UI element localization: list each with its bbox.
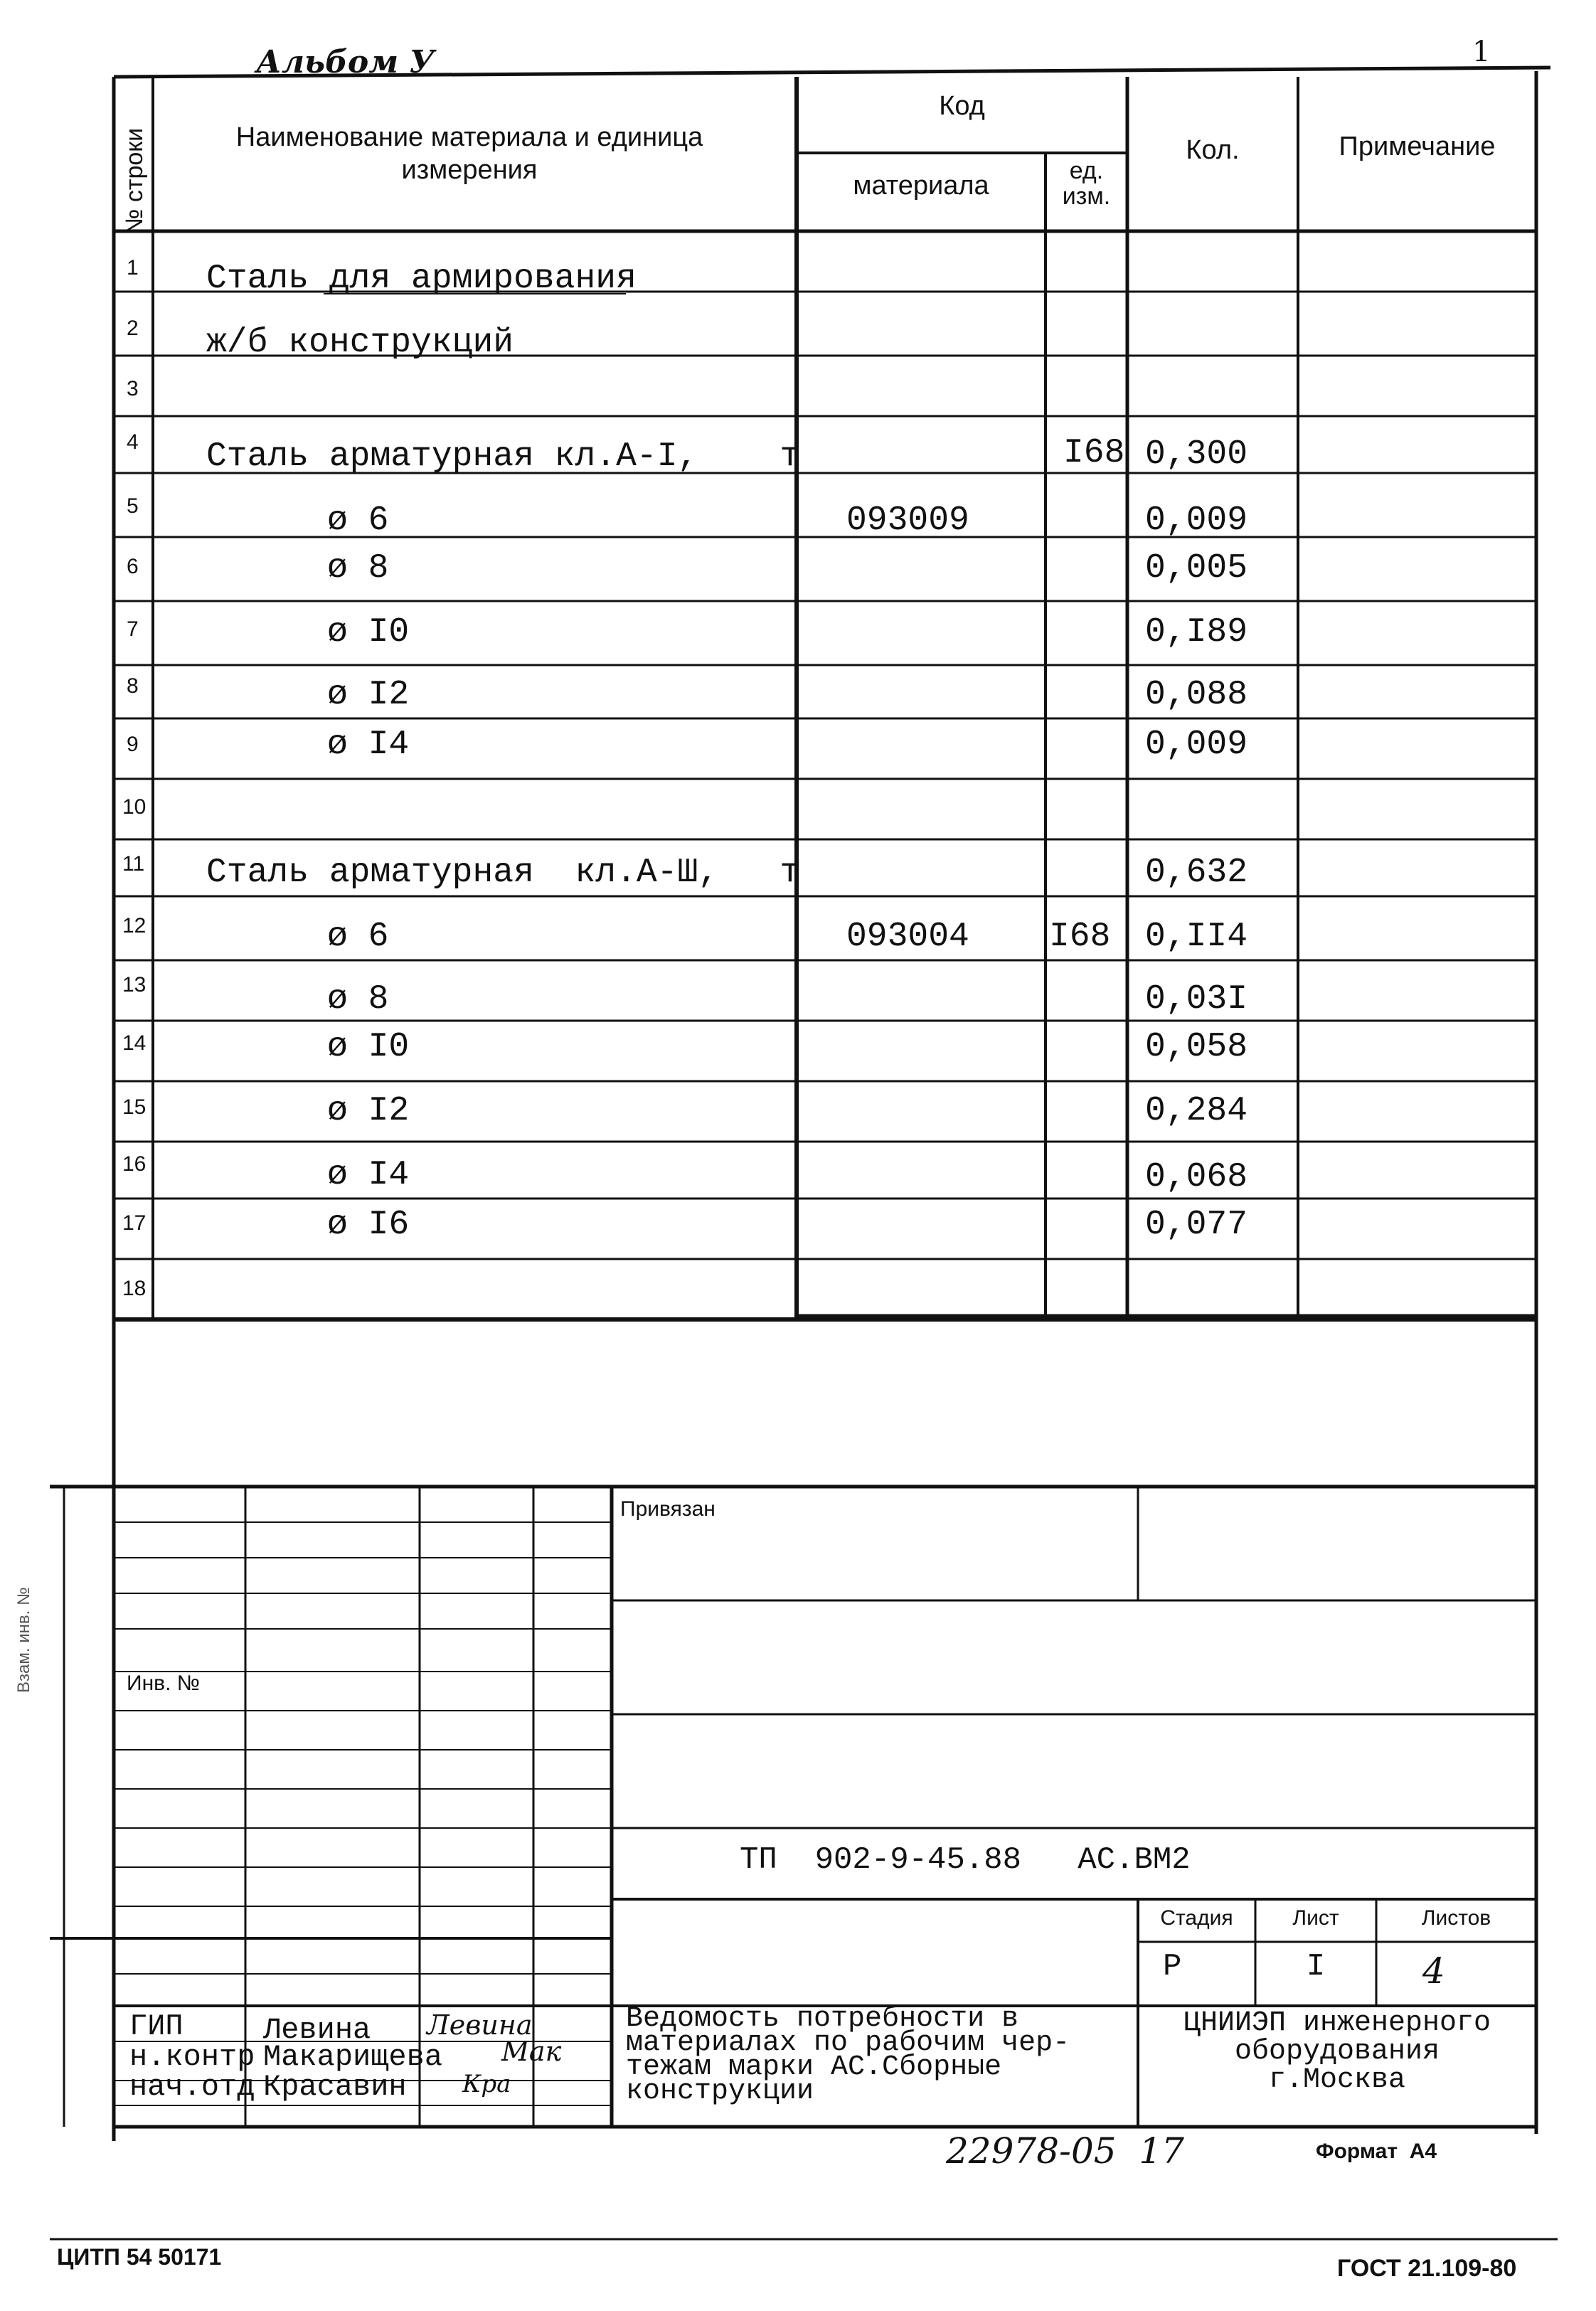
row-name: ж/б конструкций [206,324,514,362]
organization [1138,2009,1536,2095]
row-number: 7 [127,617,139,641]
row-number: 1 [127,256,139,280]
row-qty: 0,I89 [1145,613,1248,652]
row-number: 5 [127,494,139,518]
stage-label: Стадия [1160,1906,1233,1930]
signer-role: нач.отд [129,2070,255,2104]
row-number: 8 [127,674,139,698]
album-label: Альбом У [256,44,435,80]
signer-name: Макарищева [263,2040,443,2074]
row-name: Сталь для армирования [206,260,637,298]
row-qty: 0,068 [1145,1158,1248,1196]
row-name: ø I0 [327,1028,410,1066]
title-line: тежам марки АС.Сборные [626,2051,1002,2083]
row-name: ø 8 [327,549,389,588]
row-code: 093009 [846,501,969,540]
row-qty: 0,005 [1145,549,1248,588]
title-line: конструкции [626,2076,814,2108]
sheets-label: Листов [1421,1906,1491,1930]
row-name: ø 6 [327,501,389,540]
row-number: 10 [122,795,147,819]
row-name: ø I2 [327,1092,410,1130]
row-name: ø I4 [327,726,410,764]
inv-no-label: Инв. № [127,1672,200,1695]
row-qty: 0,II4 [1145,918,1248,956]
header-qty: Кол. [1186,135,1240,165]
row-qty: 0,632 [1145,854,1248,892]
row-number: 4 [127,430,139,454]
row-code: 093004 [846,918,969,956]
row-number: 6 [127,555,139,578]
signer-name: Красавин [263,2070,407,2104]
signer-signature: Мак [501,2036,562,2067]
row-qty: 0,088 [1145,676,1248,714]
sheet-value: I [1306,1949,1326,1985]
format-label: Формат А4 [1316,2140,1437,2163]
designation: ТП 902-9-45.88 АС.ВМ2 [740,1842,1191,1878]
row-qty: 0,077 [1145,1206,1248,1244]
header-row-no: № строки [121,127,148,235]
row-name: ø I0 [327,613,410,652]
document-title [626,2003,1070,2108]
row-name: ø 8 [327,980,389,1019]
row-name: ø I6 [327,1206,410,1244]
row-name: ø I2 [327,676,410,714]
org-line: оборудования [1234,2036,1440,2068]
row-name: Сталь арматурная кл.А-I, т [206,437,801,476]
attached-label: Привязан [620,1497,715,1521]
row-number: 3 [127,377,139,400]
page-number: 1 [1472,36,1491,68]
org-line: ЦНИИЭП инженерного [1183,2007,1491,2039]
row-number: 14 [122,1031,147,1055]
header-unit: ед. изм. [1062,157,1111,210]
sheets-value: 4 [1422,1950,1445,1992]
row-unit: I68 [1049,918,1111,956]
signer-role: ГИП [129,2009,183,2044]
row-number: 12 [122,914,147,937]
row-qty: 0,009 [1145,501,1248,540]
row-number: 16 [122,1152,147,1176]
row-number: 9 [127,733,139,756]
side-text: Взам. инв. № [14,1587,33,1693]
header-material: материала [853,171,989,201]
row-qty: 0,300 [1145,435,1248,474]
header-code: Код [939,91,985,121]
row-qty: 0,058 [1145,1028,1248,1066]
signer-signature: Кра [462,2070,511,2098]
header-note: Примечание [1339,132,1496,161]
signer-name: Левина [263,2013,371,2047]
signer-signature: Левина [427,2009,533,2041]
row-qty: 0,03I [1145,980,1248,1019]
header-name: Наименование материала и единица измерения [235,122,703,185]
bottom-number: 22978-05 17 [946,2130,1184,2172]
signer-role: н.контр [129,2040,255,2074]
stage-value: Р [1163,1949,1182,1985]
row-number: 17 [122,1211,147,1235]
row-number: 18 [122,1277,147,1300]
row-number: 13 [122,973,147,997]
footer-right: ГОСТ 21.109-80 [1337,2255,1517,2282]
footer-left: ЦИТП 54 50171 [57,2244,222,2270]
row-qty: 0,009 [1145,726,1248,764]
row-number: 11 [122,852,145,876]
row-qty: 0,284 [1145,1092,1248,1130]
row-number: 2 [127,317,139,340]
title-line: материалах по рабочим чер- [626,2027,1070,2059]
row-unit: I68 [1063,434,1125,472]
row-name: Сталь арматурная кл.А-Ш, т [206,854,801,892]
sheet-label: Лист [1292,1906,1339,1930]
row-name: ø 6 [327,918,389,956]
row-name: ø I4 [327,1156,410,1194]
row-number: 15 [122,1095,147,1119]
title-line: Ведомость потребности в [626,2003,1019,2035]
org-line: г.Москва [1268,2064,1406,2096]
